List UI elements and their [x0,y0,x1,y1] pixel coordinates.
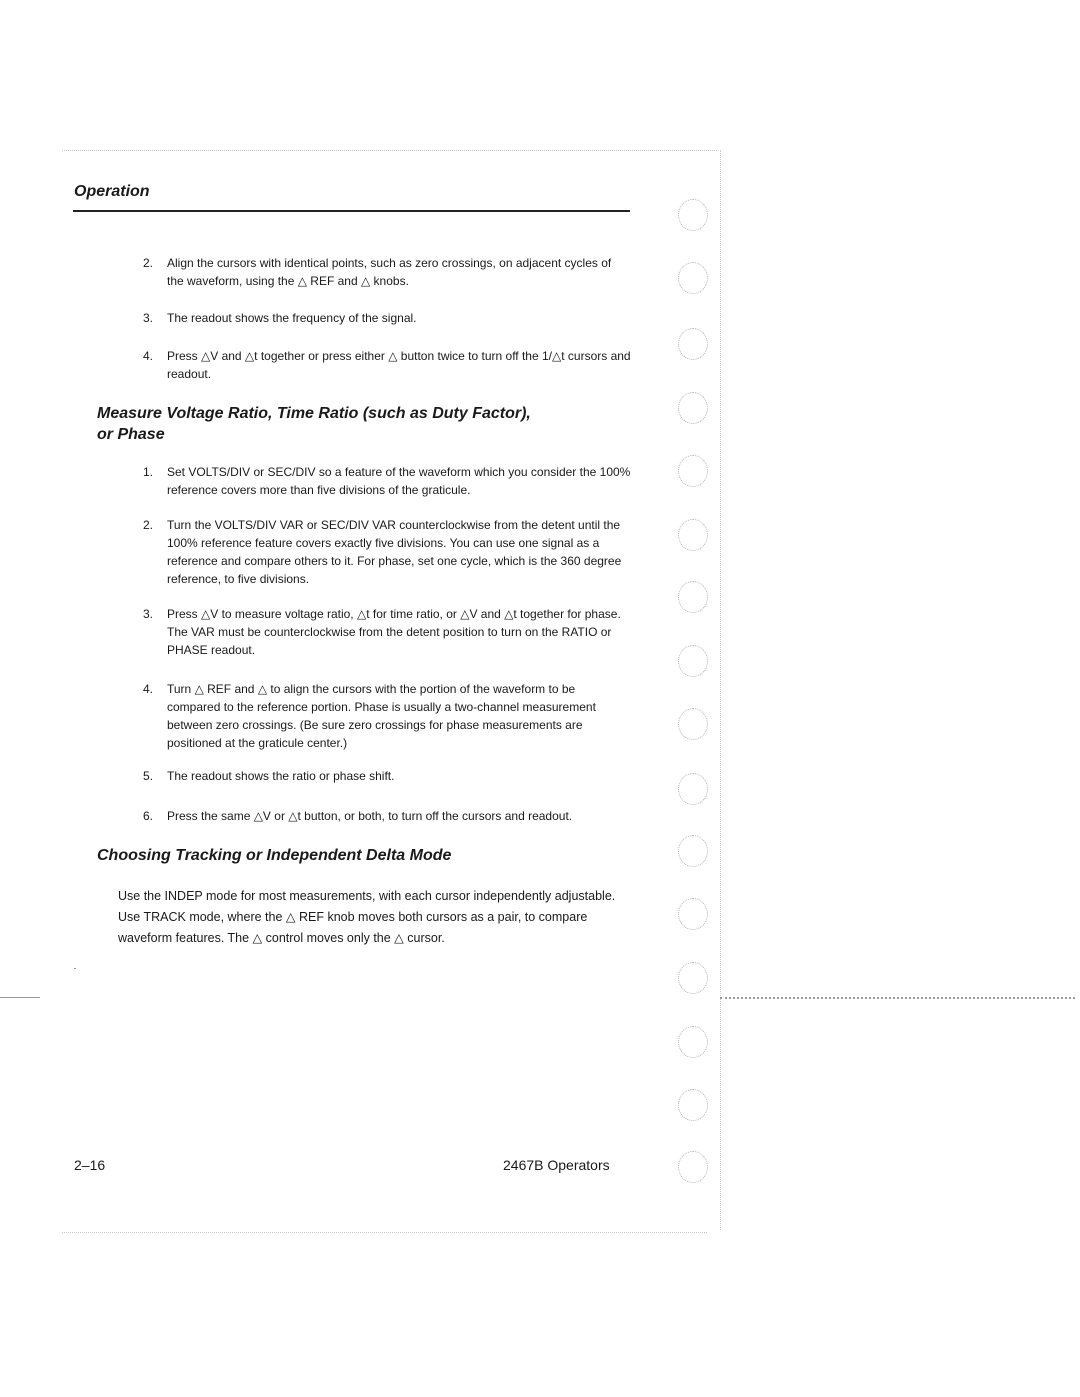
step-text: Press △V and △t together or press either △ button twice to turn off the 1/△t cursors and readout. [167,349,631,381]
binder-hole [678,328,708,360]
binder-hole [678,1026,708,1058]
manual-title: 2467B Operators [503,1157,610,1173]
binder-hole [678,262,708,294]
binder-hole [678,1151,708,1183]
binder-hole [678,835,708,867]
binder-hole [678,898,708,930]
subsection-heading-tracking: Choosing Tracking or Independent Delta Mode [97,847,452,864]
step-text: Turn the VOLTS/DIV VAR or SEC/DIV VAR counterclockwise from the detent until the 100% reference feature covers exactly five divisions. You can use one signal as a reference and compare others to it. For phase, set one cycle, which is the 360 degree reference, to five divisions. [167,518,622,586]
step-number: 2. [143,256,154,270]
page-number: 2–16 [74,1157,106,1173]
binder-hole [678,455,708,487]
step-number: 1. [143,465,154,479]
step-text: Turn △ REF and △ to align the cursors with the portion of the waveform to be compared to the reference portion. Phase is usually a two-channel measurement between zero crossings. (Be sure zero crossings for phase measurements are positioned at the graticule center.) [167,682,596,750]
header-rule [73,210,630,212]
step-text: Align the cursors with identical points, such as zero crossings, on adjacent cycles of the waveform, using the △ REF and △ knobs. [167,256,612,288]
step-number: 4. [143,349,154,363]
step-number: 3. [143,311,154,325]
scan-speck [74,968,76,969]
step-text: Press △V to measure voltage ratio, △t for time ratio, or △V and △t together for phase. The VAR must be counterclockwise from the detent position to turn on the RATIO or PHASE readout. [167,607,621,657]
scan-artifact-line-left [0,997,40,998]
step-text: Set VOLTS/DIV or SEC/DIV so a feature of the waveform which you consider the 100% reference covers more than five divisions of the graticule. [167,465,631,497]
step-text: The readout shows the ratio or phase shift. [167,769,395,783]
binder-hole [678,581,708,613]
step-number: 5. [143,769,154,783]
scan-border-top [62,150,717,151]
binder-hole [678,1089,708,1121]
scan-border-right [720,150,721,1230]
step-number: 4. [143,682,154,696]
heading-line: or Phase [97,426,165,443]
step-text: Press the same △V or △t button, or both, to turn off the cursors and readout. [167,809,573,823]
scan-artifact-line [720,997,1075,999]
tracking-paragraph: Use the INDEP mode for most measurements, with each cursor independently adjustable. Use TRACK mode, where the △ REF knob moves both cursors as a pair, to compare waveform features. The △ control moves only the △ cursor. [118,889,616,945]
section-header: Operation [74,183,150,200]
subsection-heading-ratio [97,403,531,445]
binder-hole [678,708,708,740]
binder-hole [678,199,708,231]
step-text: The readout shows the frequency of the signal. [167,311,417,325]
step-number: 6. [143,809,154,823]
heading-line: Measure Voltage Ratio, Time Ratio (such as Duty Factor), [97,405,531,422]
step-number: 2. [143,518,154,532]
binder-hole [678,519,708,551]
step-number: 3. [143,607,154,621]
binder-hole [678,392,708,424]
scan-border-bottom [62,1232,707,1233]
binder-hole [678,962,708,994]
binder-hole [678,645,708,677]
binder-hole [678,773,708,805]
